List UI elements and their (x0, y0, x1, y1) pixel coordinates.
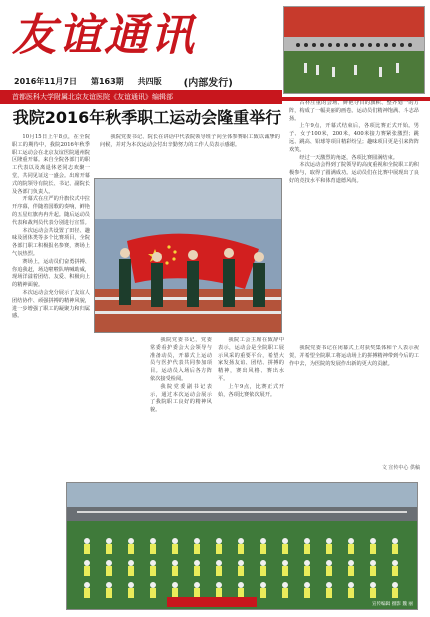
paragraph: 经过一天激烈的角逐，各项比赛圆满结束。 (299, 154, 398, 161)
paragraph: 赛场上，运动员们奋勇拼搏、你追我赶，场边啦啦队呐喊助威，现场洋溢着团结、友爱、积极向上的精神面貌。 (12, 258, 90, 289)
header-photo-stadium-stands (283, 6, 425, 94)
flag-guard-photo-graphic (95, 179, 282, 333)
paragraph: 我院党委书记、院长在讲话中代表院领导班子向全体参赛职工致以诚挚的问候，并对为本次运动会付出辛勤努力的工作人员表示感谢。 (100, 134, 280, 148)
issue-date: 2016年11月7日 (14, 76, 77, 86)
article-column-2-bottom-left (150, 337, 212, 461)
article-column-2-top (100, 134, 280, 174)
field-exercise-photo (66, 482, 418, 610)
page-count: 共四版 (137, 76, 162, 86)
paragraph: 上午9点，开幕式结束后，各项比赛正式开始。男子、女子100米，200米，400米接力赛紧张激烈；跳远、跳高、铅球等项目精彩纷呈；趣味项目更是引来阵阵欢笑。 (289, 123, 419, 153)
paragraph: 我院工会主席在致辞中表示，运动会是全院职工展示风采的重要平台，希望大家发扬友谊、团结、拼搏的精神，赛出风格、赛出水平。 (218, 337, 284, 382)
paragraph: 古朴庄重的会场、鲜艳夺目的旗帜、整齐划一的方阵，构成了一幅美丽的画卷。运动员们精神饱满、斗志昂扬。 (289, 100, 419, 122)
photo-credit: 宣传编辑 摄影 魏 丽 (371, 602, 413, 607)
paragraph: 10月15日上午8点，在全院职工的期待中，我院2016年秋季职工运动会在北京友谊医院通州院区隆重开幕。来自全院各部门的职工代表以及离退休老同志欢聚一堂，共同见证这一盛会。出席开幕式的院领导有院长、书记、副院长及各部门负责人。 (12, 134, 90, 195)
org-banner: 首都医科大学附属北京友谊医院《友谊通讯》编辑部 (0, 90, 282, 104)
paragraph: 本次运动会充分展示了友谊人团结协作、顽强拼搏的精神风貌，进一步增强了职工的凝聚力和归属感。 (12, 289, 90, 320)
article-column-3-lower (289, 345, 419, 425)
field-exercise-photo-graphic (67, 483, 418, 610)
article-byline: 文 宣传中心 供稿 (381, 465, 420, 471)
logo-text: 友谊通讯 (12, 10, 196, 61)
article-column-2-bottom-right (218, 337, 284, 461)
article-column-1 (12, 134, 90, 480)
issue-meta-row (14, 74, 282, 88)
paragraph: 本次运动会共设置了田径、趣味及团体类等多个比赛项目，全院各部门职工积极报名参赛，赛场上气氛热烈。 (12, 227, 90, 257)
paragraph: 开幕式在庄严的升旗仪式中拉开序幕，伴随着国歌的奏响，鲜艳的五星红旗冉冉升起。随后运动员代表和裁判员代表分别进行宣誓。 (12, 196, 90, 226)
article-column-3 (289, 100, 419, 340)
paragraph: 上午9点，比赛正式开始，各项比赛依次展开。 (218, 383, 284, 398)
internal-distribution: (内部发行) (183, 77, 233, 89)
paragraph: 我院党委书记，党委常委看护委会大会领导与准备动员，开幕式上运动员与医护代表共同参加项目。运动员入场后各方阵依次接受检阅。 (150, 337, 212, 382)
issue-number: 第163期 (90, 76, 124, 86)
newspaper-logo (12, 4, 274, 68)
flag-guard-photo (94, 178, 282, 333)
header-photo-graphic (284, 7, 425, 94)
article-headline: 我院2016年秋季职工运动会隆重举行 (12, 108, 282, 127)
paragraph: 我院党委书记在闭幕式上对获奖集体和个人表示祝贺，并希望全院职工将运动场上的拼搏精神带到今后的工作中去，为医院的发展作出新的更大的贡献。 (289, 345, 419, 367)
paragraph: 我院党委副书记表示，通过本次运动会展示了我院职工良好的精神风貌。 (150, 383, 212, 414)
paragraph: 本次运动会得到了院领导的高度重视和全院职工的积极参与，取得了圆满成功。运动员们在比赛中展现出了良好的竞技水平和体育道德风尚。 (289, 162, 419, 184)
